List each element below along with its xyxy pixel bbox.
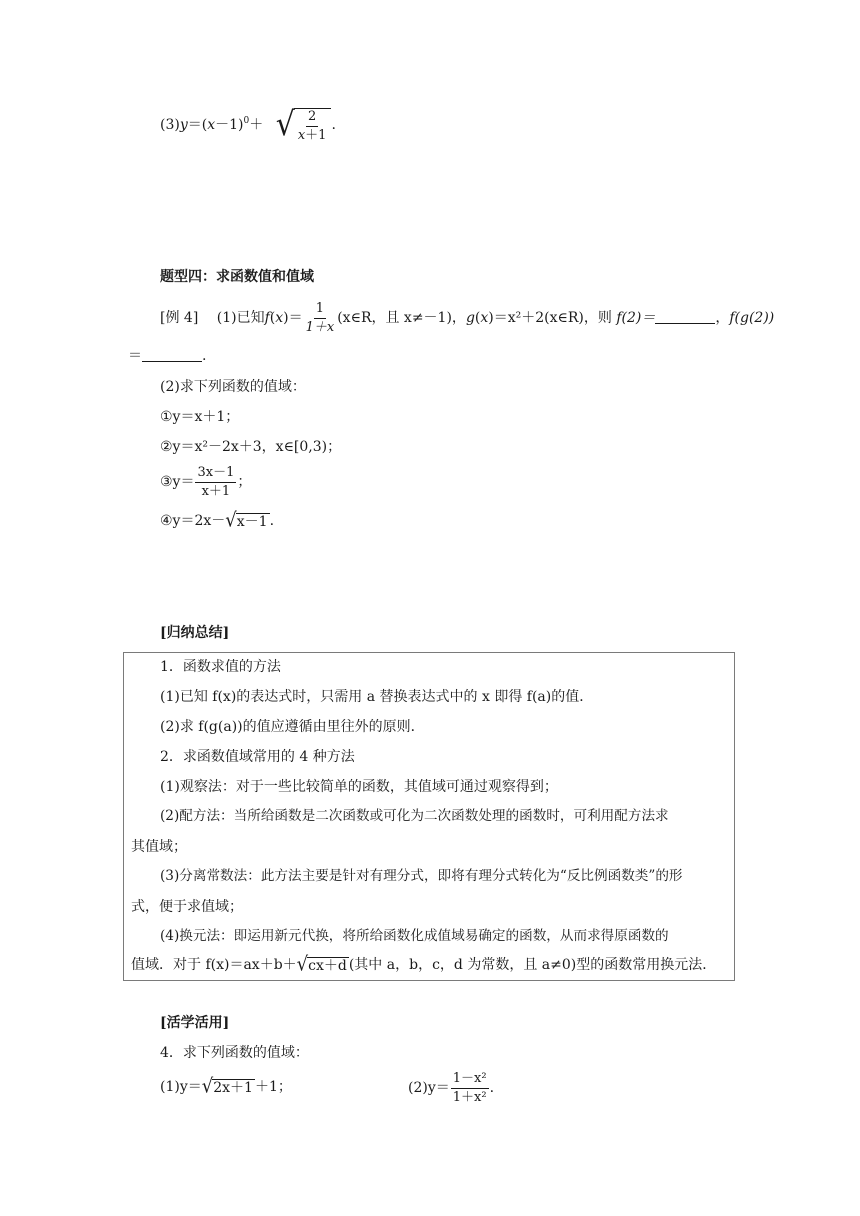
practice-task: 4．求下列函数的值域： xyxy=(160,1045,309,1061)
summary-line-7: 其值域； xyxy=(131,839,187,855)
item-3-prefix: ③y＝ xyxy=(160,474,195,491)
item-1: ①y＝x＋1； xyxy=(160,409,240,425)
text-eq: ＝ xyxy=(288,310,303,327)
item-3 xyxy=(160,466,251,498)
fraction-denominator: 1＋x² xyxy=(452,1089,487,1105)
var-x: x xyxy=(297,127,306,143)
period: . xyxy=(202,348,207,364)
summary-line-6: (2)配方法：当所给函数是二次函数或可化为二次函数处理的函数时，可利用配方法求 xyxy=(160,808,669,824)
summary-line-1: 1．函数求值的方法 xyxy=(160,659,281,675)
p1-prefix: (1)y＝ xyxy=(160,1079,202,1095)
summary-line-2: (1)已知 f(x)的表达式时，只需用 a 替换表达式中的 x 即得 f(a)的值． xyxy=(160,689,594,705)
item-4-prefix: ④y＝2x－ xyxy=(160,513,226,529)
fraction-denominator: x＋1 xyxy=(201,483,231,499)
fraction-f xyxy=(304,302,337,334)
fraction xyxy=(451,1072,489,1104)
sqrt-body xyxy=(294,108,332,142)
fg2-label: f(g(2)) xyxy=(729,310,775,327)
summary-line-11-prefix: 值域．对于 f(x)＝ax＋b＋ xyxy=(131,957,297,973)
p1-suffix: ＋1； xyxy=(254,1079,292,1095)
exponent: 0 xyxy=(243,116,250,127)
problem-3-number: (3) xyxy=(160,117,180,134)
summary-line-11 xyxy=(131,952,717,976)
practice-heading: [活学活用] xyxy=(160,1015,230,1031)
fraction-numerator: 3x－1 xyxy=(195,466,236,483)
den-rest: ＋1 xyxy=(305,127,327,143)
part2-text: (2)求下列函数的值域： xyxy=(160,379,306,395)
summary-heading: [归纳总结] xyxy=(160,625,230,641)
semicolon: ； xyxy=(237,474,252,491)
fraction-numerator: 1－x² xyxy=(451,1072,489,1089)
summary-line-4: 2．求函数值域常用的 4 种方法 xyxy=(160,749,355,765)
var-y: y xyxy=(179,117,188,134)
sqrt xyxy=(225,508,269,532)
g-definition: ＝x²＋2(x∈R)，则 xyxy=(493,310,617,327)
text-eq: ＝ xyxy=(128,348,142,364)
domain-condition: (x∈R，且 x≠－1)， xyxy=(337,310,466,327)
fraction xyxy=(296,110,329,142)
sqrt-body: 2x＋1 xyxy=(213,1080,253,1096)
text-minus1: －1) xyxy=(215,117,244,134)
sqrt-fraction xyxy=(275,105,332,144)
sqrt-sign: √ xyxy=(296,952,309,976)
func-g: g xyxy=(465,310,475,327)
p2-prefix: (2)y＝ xyxy=(408,1080,450,1097)
answer-blank-2[interactable] xyxy=(142,360,202,362)
answer-blank-1[interactable] xyxy=(655,322,715,324)
fraction-denominator: 1＋x xyxy=(305,319,335,335)
summary-line-3: (2)求 f(g(a))的值应遵循由里往外的原则． xyxy=(160,719,425,735)
f2-label: f(2)＝ xyxy=(616,310,656,327)
section-title: 题型四：求函数值和值域 xyxy=(160,269,314,285)
period: . xyxy=(269,513,275,529)
problem-3-formula xyxy=(160,105,336,144)
part1-prefix: (1)已知 xyxy=(216,310,265,327)
summary-line-9: 式，便于求值域； xyxy=(131,899,243,915)
fraction-numerator: 2 xyxy=(306,110,318,127)
sqrt-sign: √ xyxy=(275,105,295,144)
fraction-numerator: 1 xyxy=(314,302,326,319)
fraction-denominator xyxy=(296,127,329,143)
example-label: [例 4] xyxy=(160,310,199,327)
summary-line-5: (1)观察法：对于一些比较简单的函数，其值域可通过观察得到； xyxy=(160,779,558,795)
item-4 xyxy=(160,508,275,532)
summary-line-8: (3)分离常数法：此方法主要是针对有理分式，即将有理分式转化为“反比例函数类”的形 xyxy=(160,868,683,884)
period: . xyxy=(489,1080,495,1097)
fraction xyxy=(195,466,236,498)
item-2: ②y＝x²－2x＋3，x∈[0,3)； xyxy=(160,439,342,455)
period: . xyxy=(331,117,336,134)
example-4-line2 xyxy=(128,349,206,363)
practice-problem-1 xyxy=(160,1074,292,1098)
sqrt xyxy=(201,1074,255,1098)
summary-line-10: (4)换元法：即运用新元代换，将所给函数化成值域易确定的函数，从而求得原函数的 xyxy=(160,928,669,944)
summary-line-11-suffix: (其中 a，b，c，d 为常数，且 a≠0)型的函数常用换元法． xyxy=(348,957,717,973)
var-x: x xyxy=(207,117,216,134)
practice-problem-2 xyxy=(408,1072,494,1104)
sqrt-body: cx＋d xyxy=(308,958,347,974)
example-4-line1: [例 4] (1)已知f(x)＝ $\frac{1}{1+x}$ (x∈R，且 x≠－1)，g(x)＝x²＋2(x∈R)，则 f(2)＝ ，f(g(2)) xyxy=(160,301,775,335)
sqrt-sign: √ xyxy=(201,1074,214,1098)
comma: ， xyxy=(715,310,730,327)
text-eq: ＝( xyxy=(187,117,208,134)
text-plus: ＋ xyxy=(249,117,264,134)
sqrt xyxy=(296,952,349,976)
sqrt-body: x－1 xyxy=(236,514,268,530)
sqrt-sign: √ xyxy=(225,508,237,532)
